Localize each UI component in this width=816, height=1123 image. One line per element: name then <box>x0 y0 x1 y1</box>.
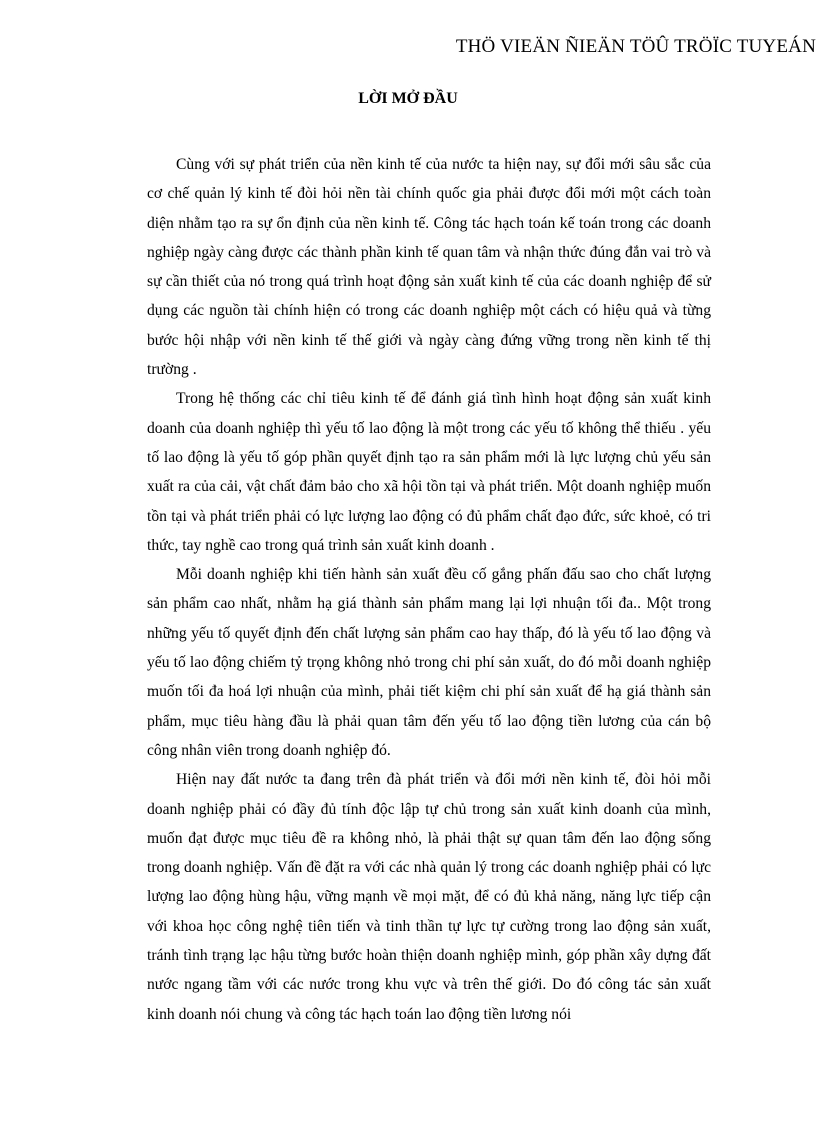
page-title: LỜI MỞ ĐẦU <box>358 90 458 107</box>
paragraph-3: Mỗi doanh nghiệp khi tiến hành sản xuất đều cố gắng phấn đấu sao cho chất lượng sản phẩm cao nhất, nhằm hạ giá thành sản phẩm mang lại lợi nhuận tối đa.. Một trong những yếu tố quyết định đến chất lượng sản phẩm cao hay thấp, đó là yếu tố lao động và yếu tố lao động chiếm tỷ trọng không nhỏ trong chi phí sản xuất, do đó mỗi doanh nghiệp muốn tối đa hoá lợi nhuận của mình, phải tiết kiệm chi phí sản xuất để hạ giá thành sản phẩm, mục tiêu hàng đầu là phải quan tâm đến yếu tố lao động tiền lương của cán bộ công nhân viên trong doanh nghiệp đó. <box>147 566 711 759</box>
library-header-label: THÖ VIEÄN ÑIEÄN TÖÛ TRÖÏC TUYEÁN <box>455 36 816 57</box>
paragraph-2: Trong hệ thống các chỉ tiêu kinh tế để đánh giá tình hình hoạt động sản xuất kinh doanh của doanh nghiệp thì yếu tố lao động là một trong các yếu tố không thể thiếu . yếu tố lao động là yếu tố góp phần quyết định tạo ra sản phẩm mới là lực lượng chủ yếu sản xuất ra của cải, vật chất đảm bảo cho xã hội tồn tại và phát triển. Một doanh nghiệp muốn tồn tại và phát triển phải có lực lượng lao động có đủ phẩm chất đạo đức, sức khoẻ, có tri thức, tay nghề cao trong quá trình sản xuất kinh doanh . <box>147 390 711 554</box>
paragraph-1: Cùng với sự phát triển của nền kinh tế của nước ta hiện nay, sự đổi mới sâu sắc của cơ chế quản lý kinh tế đòi hỏi nền tài chính quốc gia phải được đổi mới một cách toàn diện nhằm tạo ra sự ổn định của nền kinh tế. Công tác hạch toán kế toán trong các doanh nghiệp ngày càng được các thành phần kinh tế quan tâm và nhận thức đúng đắn vai trò và sự cần thiết của nó trong quá trình hoạt động sản xuất kinh tế của các doanh nghiệp để sử dụng các nguồn tài chính hiện có trong các doanh nghiệp một cách có hiệu quả và từng bước hội nhập với nền kinh tế thế giới và ngày càng đứng vững trong nền kinh tế thị trường . <box>147 156 711 379</box>
paragraph-4: Hiện nay đất nước ta đang trên đà phát triển và đổi mới nền kinh tế, đòi hỏi mỗi doanh nghiệp phải có đầy đủ tính độc lập tự chủ trong sản xuất kinh doanh của mình, muốn đạt được mục tiêu đề ra không nhỏ, là phải thật sự quan tâm đến lao động sống trong doanh nghiệp. Vấn đề đặt ra với các nhà quản lý trong các doanh nghiệp phải có lực lượng lao động hùng hậu, vững mạnh về mọi mặt, để có đủ khả năng, năng lực tiếp cận với khoa học công nghệ tiên tiến và tinh thần tự lực tự cường trong lao động sản xuất, tránh tình trạng lạc hậu từng bước hoàn thiện doanh nghiệp mình, góp phần xây dựng đất nước ngang tầm với các nước trong khu vực và trên thế giới. Do đó công tác sản xuất kinh doanh nói chung và công tác hạch toán lao động tiền lương nói <box>147 771 711 1023</box>
document-body <box>147 150 711 1029</box>
